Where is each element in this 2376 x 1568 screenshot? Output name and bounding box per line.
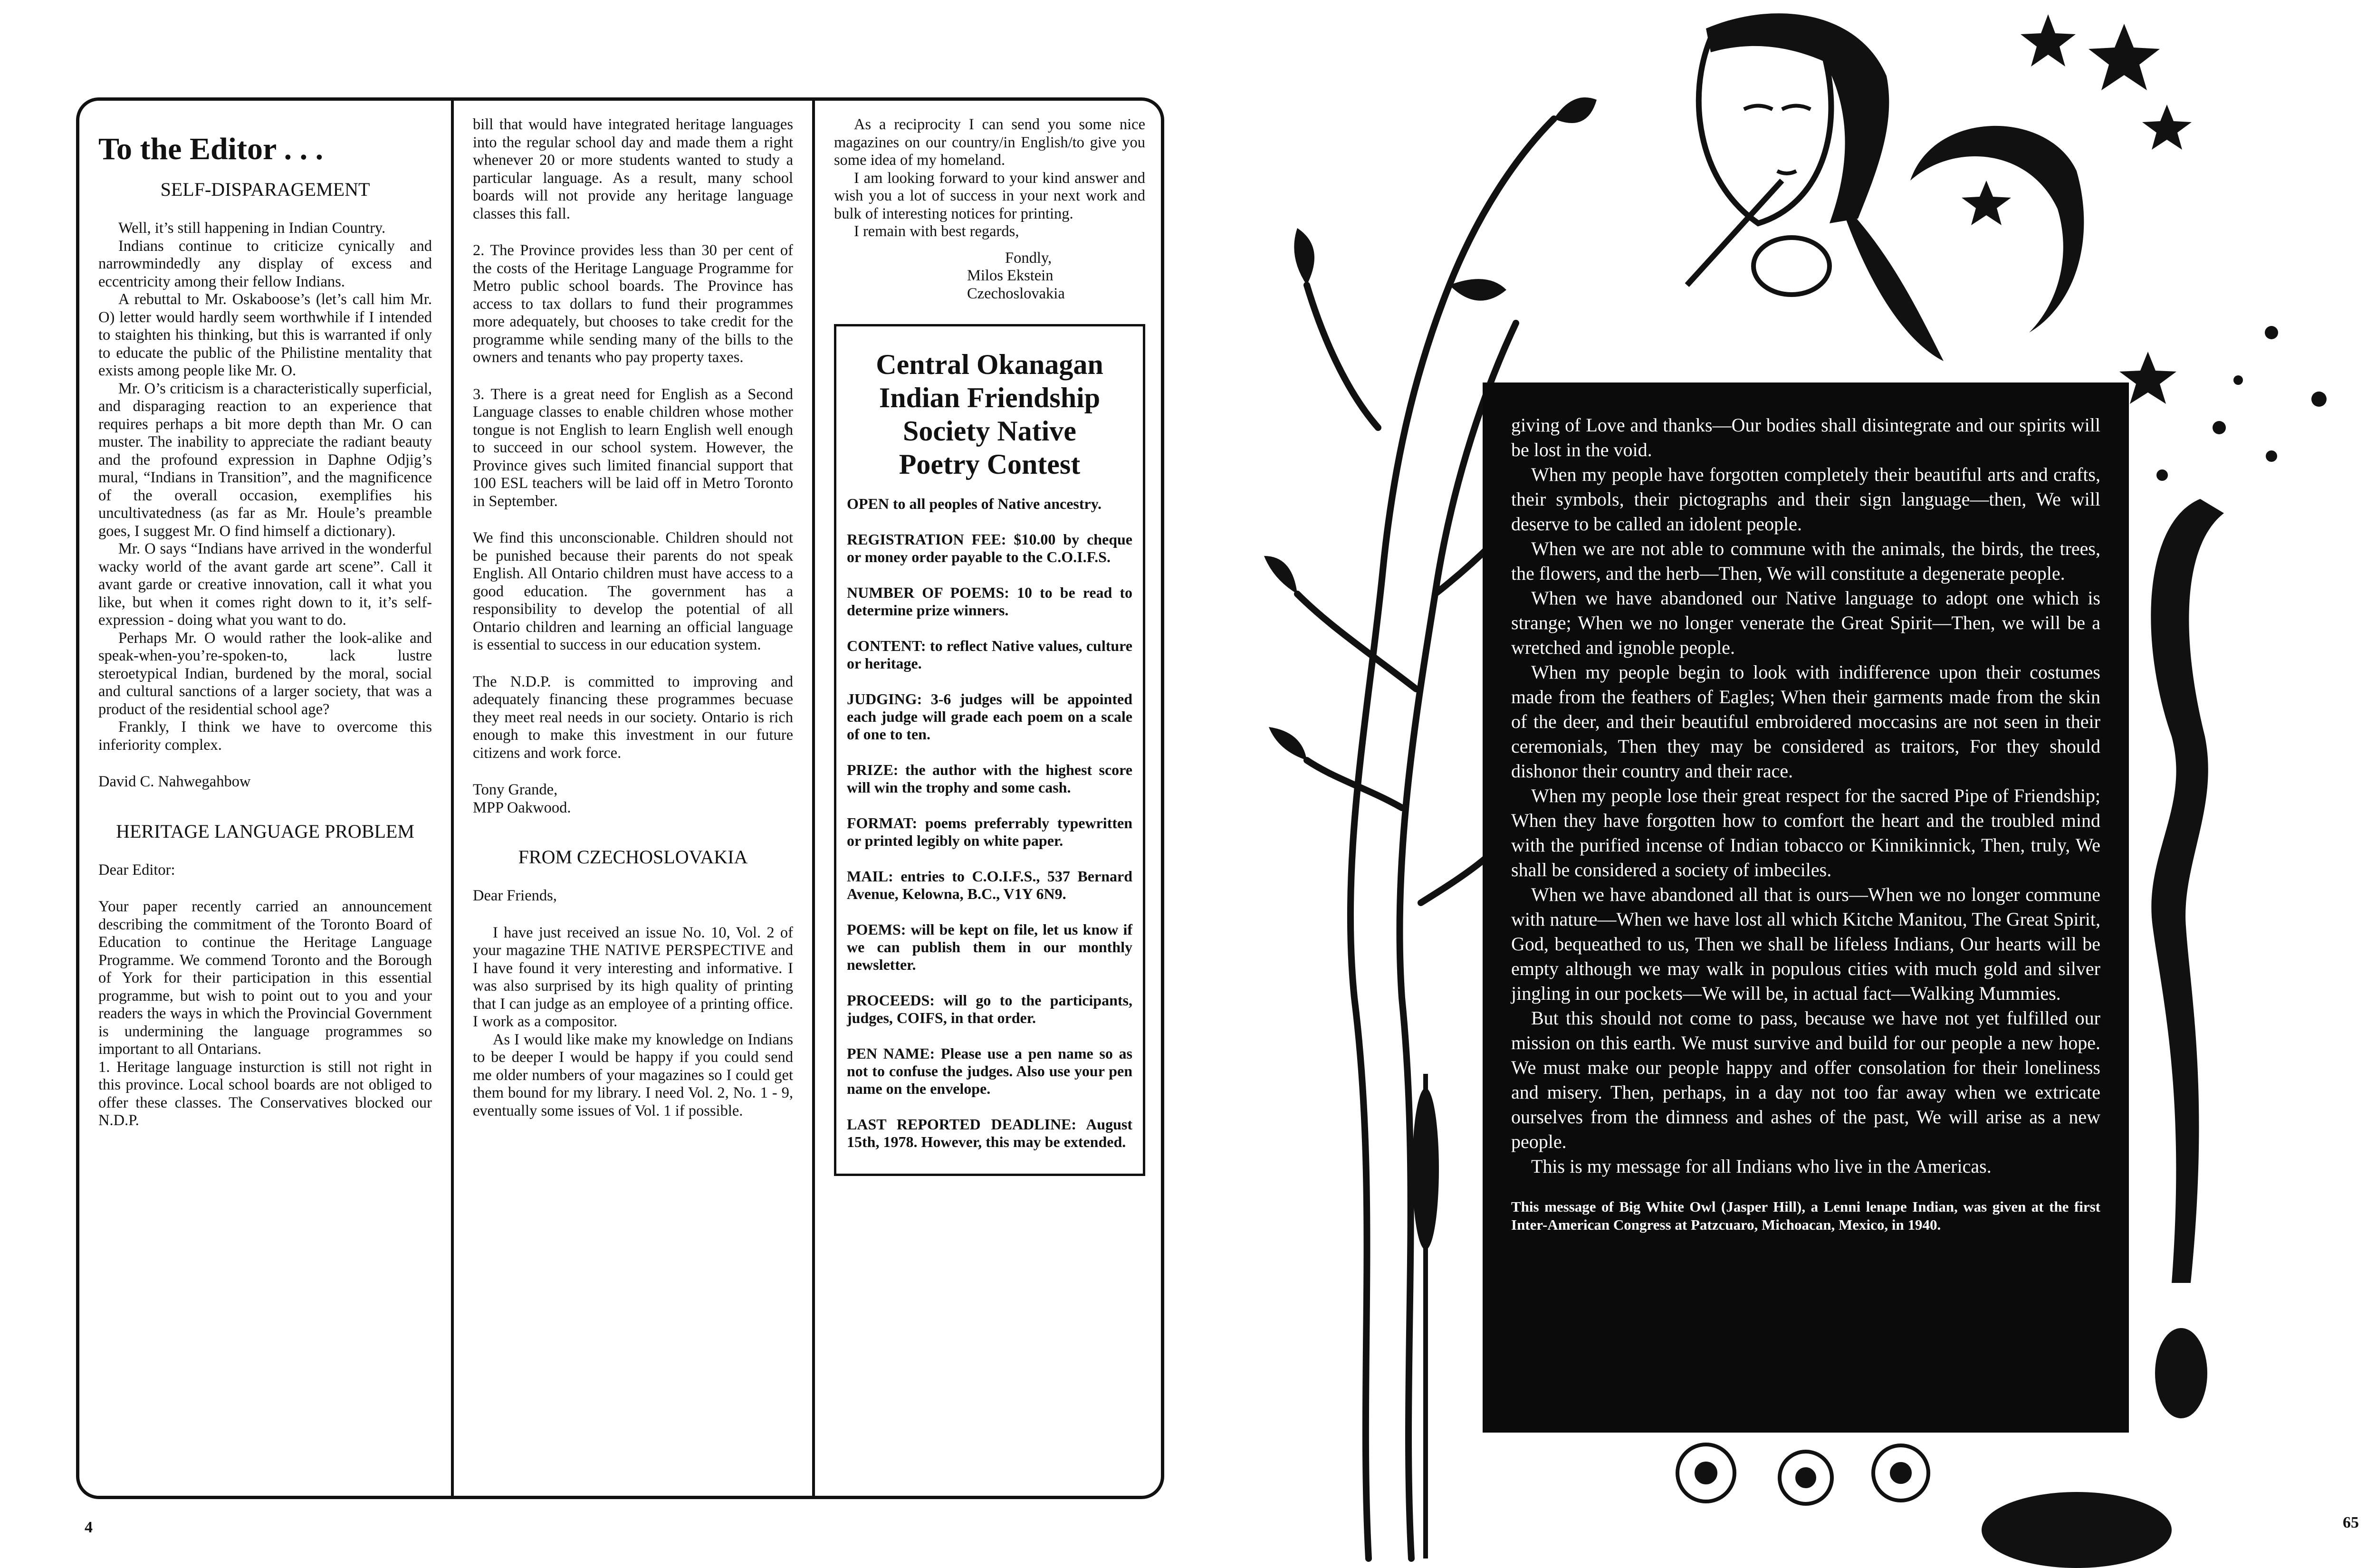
contest-rule: CONTENT: to reflect Native values, culture or heritage. [847, 637, 1132, 672]
contest-rule: NUMBER OF POEMS: 10 to be read to determine prize winners. [847, 584, 1132, 619]
letter-signature: Tony Grande, [473, 781, 558, 798]
contest-title-line: Poetry Contest [899, 449, 1081, 480]
letter-signature: MPP Oakwood. [473, 799, 571, 816]
contest-rule: POEMS: will be kept on file, let us know if we can publish them in our monthly newsletter. [847, 921, 1132, 973]
poem-paragraph: When we have abandoned all that is ours—When we no longer commune with nature—When we have lost all which Kitche Manitou, The Great Spirit, God, bequeathed to us, Then we shall be lifeless Indians, Our hearts will be empty although we may walk in populous cities with much gold and silver jingling in our pockets—We will be, in actual fact—Walking Mummies. [1511, 884, 2100, 1004]
letter-paragraph: I remain with best regards, [854, 223, 1019, 240]
page-number: 65 [2343, 1514, 2359, 1531]
poem-paragraph: giving of Love and thanks—Our bodies shall disintegrate and our spirits will be lost in the void. [1511, 414, 2100, 460]
letter-paragraph: Frankly, I think we have to overcome this inferiority complex. [98, 718, 432, 754]
letter-paragraph: Your paper recently carried an announcement describing the commitment of the Toronto Board of Education to continue the Heritage Language Programme. We commend Toronto and the Borough of York for their participation in this essential programme, but wish to point out to you and your readers the ways in which the Provincial Government is undermining the language programmes so important to all Ontarians. [98, 898, 432, 1058]
letter-heading-heritage-language: HERITAGE LANGUAGE PROBLEM [116, 820, 414, 842]
letter-paragraph: As a reciprocity I can send you some nice magazines on our country/in English/to give you some idea of my homeland. [834, 116, 1145, 169]
flower-icon [1677, 1444, 1928, 1504]
letter-paragraph: Well, it’s still happening in Indian Country. [118, 220, 386, 237]
contest-title-line: Central Okanagan [876, 349, 1103, 380]
contest-rule: REGISTRATION FEE: $10.00 by cheque or money order payable to the C.O.I.F.S. [847, 531, 1132, 565]
section-title: To the Editor . . . [98, 132, 324, 166]
letter-heading-self-disparagement: SELF-DISPARAGEMENT [160, 179, 370, 200]
contest-title [847, 348, 1132, 481]
letter-paragraph: As I would like make my knowledge on Indians to be deeper I would be happy if you could send me older numbers of your magazines so I could get them bound for my library. I need Vol. 2, No. 1 - 9, eventually some issues of Vol. 1 if possible. [473, 1031, 793, 1119]
letter-paragraph: 2. The Province provides less than 30 per cent of the costs of the Heritage Language Programme for Metro public school boards. The Province has access to tax dollars to fund their programmes more adequately, but chooses to take credit for the programme while sending many of the bills to the owners and tenants who pay property taxes. [473, 242, 793, 366]
poem-paragraph: This is my message for all Indians who live in the Americas. [1531, 1156, 1992, 1177]
letter-salutation: Dear Friends, [473, 887, 557, 904]
poem-credit: This message of Big White Owl (Jasper Hill), a Lenni lenape Indian, was given at the first Inter-American Congress at Patzcuaro, Michoacan, Mexico, in 1940. [1511, 1198, 2100, 1233]
contest-rule: FORMAT: poems preferrably typewritten or printed legibly on white paper. [847, 814, 1132, 849]
letter-paragraph: Perhaps Mr. O would rather the look-alike and speak-when-you’re-spoken-to, lack lustre steroetypical Indian, burdened by the moral, social and cultural sanctions of a larger society, that was a product of the residential school age? [98, 629, 432, 718]
letter-paragraph: Mr. O’s criticism is a characteristically superficial, and disparaging reaction to an experience that requires perhaps a bit more depth than Mr. O can muster. The inability to appreciate the radiant beauty and the profound expression in Daphne Odjig’s mural, “Indians in Transition”, and the magnificence of the overall occasion, exemplifies his uncultivatedness (as far as Mr. Houle’s preamble goes, I suggest Mr. O find himself a dictionary). [98, 380, 432, 540]
letter-paragraph: We find this unconscionable. Children should not be punished because their parents do not speak English. All Ontario children must have access to a good education. The government has a responsibility to develop the potential of all Ontario children and learning an official language is essential to success in our education system. [473, 529, 793, 653]
letter-paragraph: bill that would have integrated heritage languages into the regular school day and made them a right whenever 20 or more students wanted to study a particular language. As a result, many school boards will not provide any heritage language classes this fall. [473, 116, 793, 222]
cattail-icon [1412, 1074, 1439, 1558]
letter-signature-country: Czechoslovakia [967, 285, 1065, 302]
contest-rule: PEN NAME: Please use a pen name so as not to confuse the judges. Also use your pen name on the envelope. [847, 1045, 1132, 1097]
letter-paragraph: Indians continue to criticize cynically and narrowmindedly any display of excess and eccentricity among their fellow Indians. [98, 237, 432, 290]
contest-rule: JUDGING: 3-6 judges will be appointed each judge will grade each poem on a scale of one to ten. [847, 690, 1132, 743]
letter-signature: David C. Nahwegahbow [98, 773, 251, 790]
crescent-moon-icon [1910, 126, 2084, 333]
letter-paragraph: 3. There is a great need for English as a Second Language classes to enable children whose mother tongue is not English to learn English well enough to succeed in our school system. However, the Province gives such limited financial support that 100 ESL teachers will be laid off in Metro Toronto in September. [473, 385, 793, 510]
poem-paragraph: When we are not able to commune with the animals, the birds, the trees, the flowers, and the herb—Then, We will constitute a degenerate people. [1511, 538, 2100, 584]
contest-rule: OPEN to all peoples of Native ancestry. [847, 495, 1102, 512]
right-page [1212, 0, 2376, 1568]
contest-rule: LAST REPORTED DEADLINE: August 15th, 1978. However, this may be extended. [847, 1116, 1132, 1150]
letter-paragraph: 1. Heritage language insturction is still not right in this province. Local school boards are not obliged to offer these classes. The Conservatives blocked our N.D.P. [98, 1058, 432, 1129]
letters-column-3 [815, 101, 1164, 1496]
contest-rule: PRIZE: the author with the highest score will win the trophy and some cash. [847, 761, 1132, 796]
letter-paragraph: I am looking forward to your kind answer and wish you a lot of success in your next work and bulk of interesting notices for printing. [834, 169, 1145, 222]
letters-column-1 [79, 101, 454, 1496]
letter-salutation: Dear Editor: [98, 861, 175, 879]
bird-icon [2151, 499, 2224, 1283]
poetry-contest-box [834, 324, 1145, 1176]
contest-rule: MAIL: entries to C.O.I.F.S., 537 Bernard Avenue, Kelowna, B.C., V1Y 6N9. [847, 868, 1132, 902]
native-figure-with-pipe-icon [1687, 13, 1944, 361]
contest-title-line: Indian Friendship [879, 382, 1101, 413]
letter-paragraph: I have just received an issue No. 10, Vol. 2 of your magazine THE NATIVE PERSPECTIVE and I have found it very interesting and informative. I was also surprised by its high quality of printing that I can judge as an employee of a printing office. I work as a compositor. [473, 924, 793, 1030]
letters-to-editor-box [76, 97, 1164, 1499]
poem-paragraph: When my people lose their great respect for the sacred Pipe of Friendship; When they have forgotten how to comfort the heart and the troubled mind with the purified incense of Indian tobacco or Kinnikinnick, Then, truly, We shall be considered a society of imbeciles. [1511, 785, 2100, 880]
letter-signature: Milos Ekstein [967, 267, 1054, 284]
poem-paragraph: But this should not come to pass, because we have not yet fulfilled our mission on this earth. We must survive and build for our people a new hope. We must make our people happy and offer consolation for their loneliness and misery. Then, perhaps, in a day not too far away when we extricate ourselves from the dimness and ashes of the past, We will arise as a new people. [1511, 1007, 2100, 1152]
letter-closing: Fondly, [1005, 249, 1052, 267]
contest-rule: PROCEEDS: will go to the participants, judges, COIFS, in that order. [847, 992, 1132, 1026]
letters-column-2 [454, 101, 815, 1496]
page-number: 4 [85, 1519, 93, 1536]
letter-paragraph: The N.D.P. is committed to improving and adequately financing these programmes becuase they meet real needs in our society. Ontario is rich enough to make this investment in our future citizens and work force. [473, 673, 793, 762]
poem-paragraph: When my people have forgotten completely their beautiful arts and crafts, their symbols, their pictographs and their sign language—then, We will deserve to be called an idolent people. [1511, 464, 2100, 535]
poem-paragraph: When we have abandoned our Native language to adopt one which is strange; When we no longer venerate the Great Spirit—Then, we will be a wretched and ignoble people. [1511, 587, 2100, 658]
poem-paragraph: When my people begin to look with indifference upon their costumes made from the feathers of Eagles; When their garments made from the skin of the deer, and their beautiful embroidered moccasins are not seen in their ceremonials, Then they may be considered as traitors, For they should dishonor their country and their race. [1511, 661, 2100, 782]
letter-paragraph: A rebuttal to Mr. Oskaboose’s (let’s call him Mr. O) letter would hardly seem worthwhile if I intended to staighten his thinking, but this is warranted if only to educate the public of the Philistine mentality that exists among people like Mr. O. [98, 291, 432, 379]
poem-message-box [1483, 382, 2129, 1433]
letter-heading-czechoslovakia: FROM CZECHOSLOVAKIA [518, 846, 748, 868]
letter-paragraph: Mr. O says “Indians have arrived in the wonderful wacky world of the avant garde art scene”. Call it avant garde or creative innovation, call it what you like, but when it comes right down to it, it’s self-expression - doing what you want to do. [98, 540, 432, 629]
contest-title-line: Society Native [903, 415, 1076, 447]
turtle-icon [1982, 1492, 2172, 1568]
